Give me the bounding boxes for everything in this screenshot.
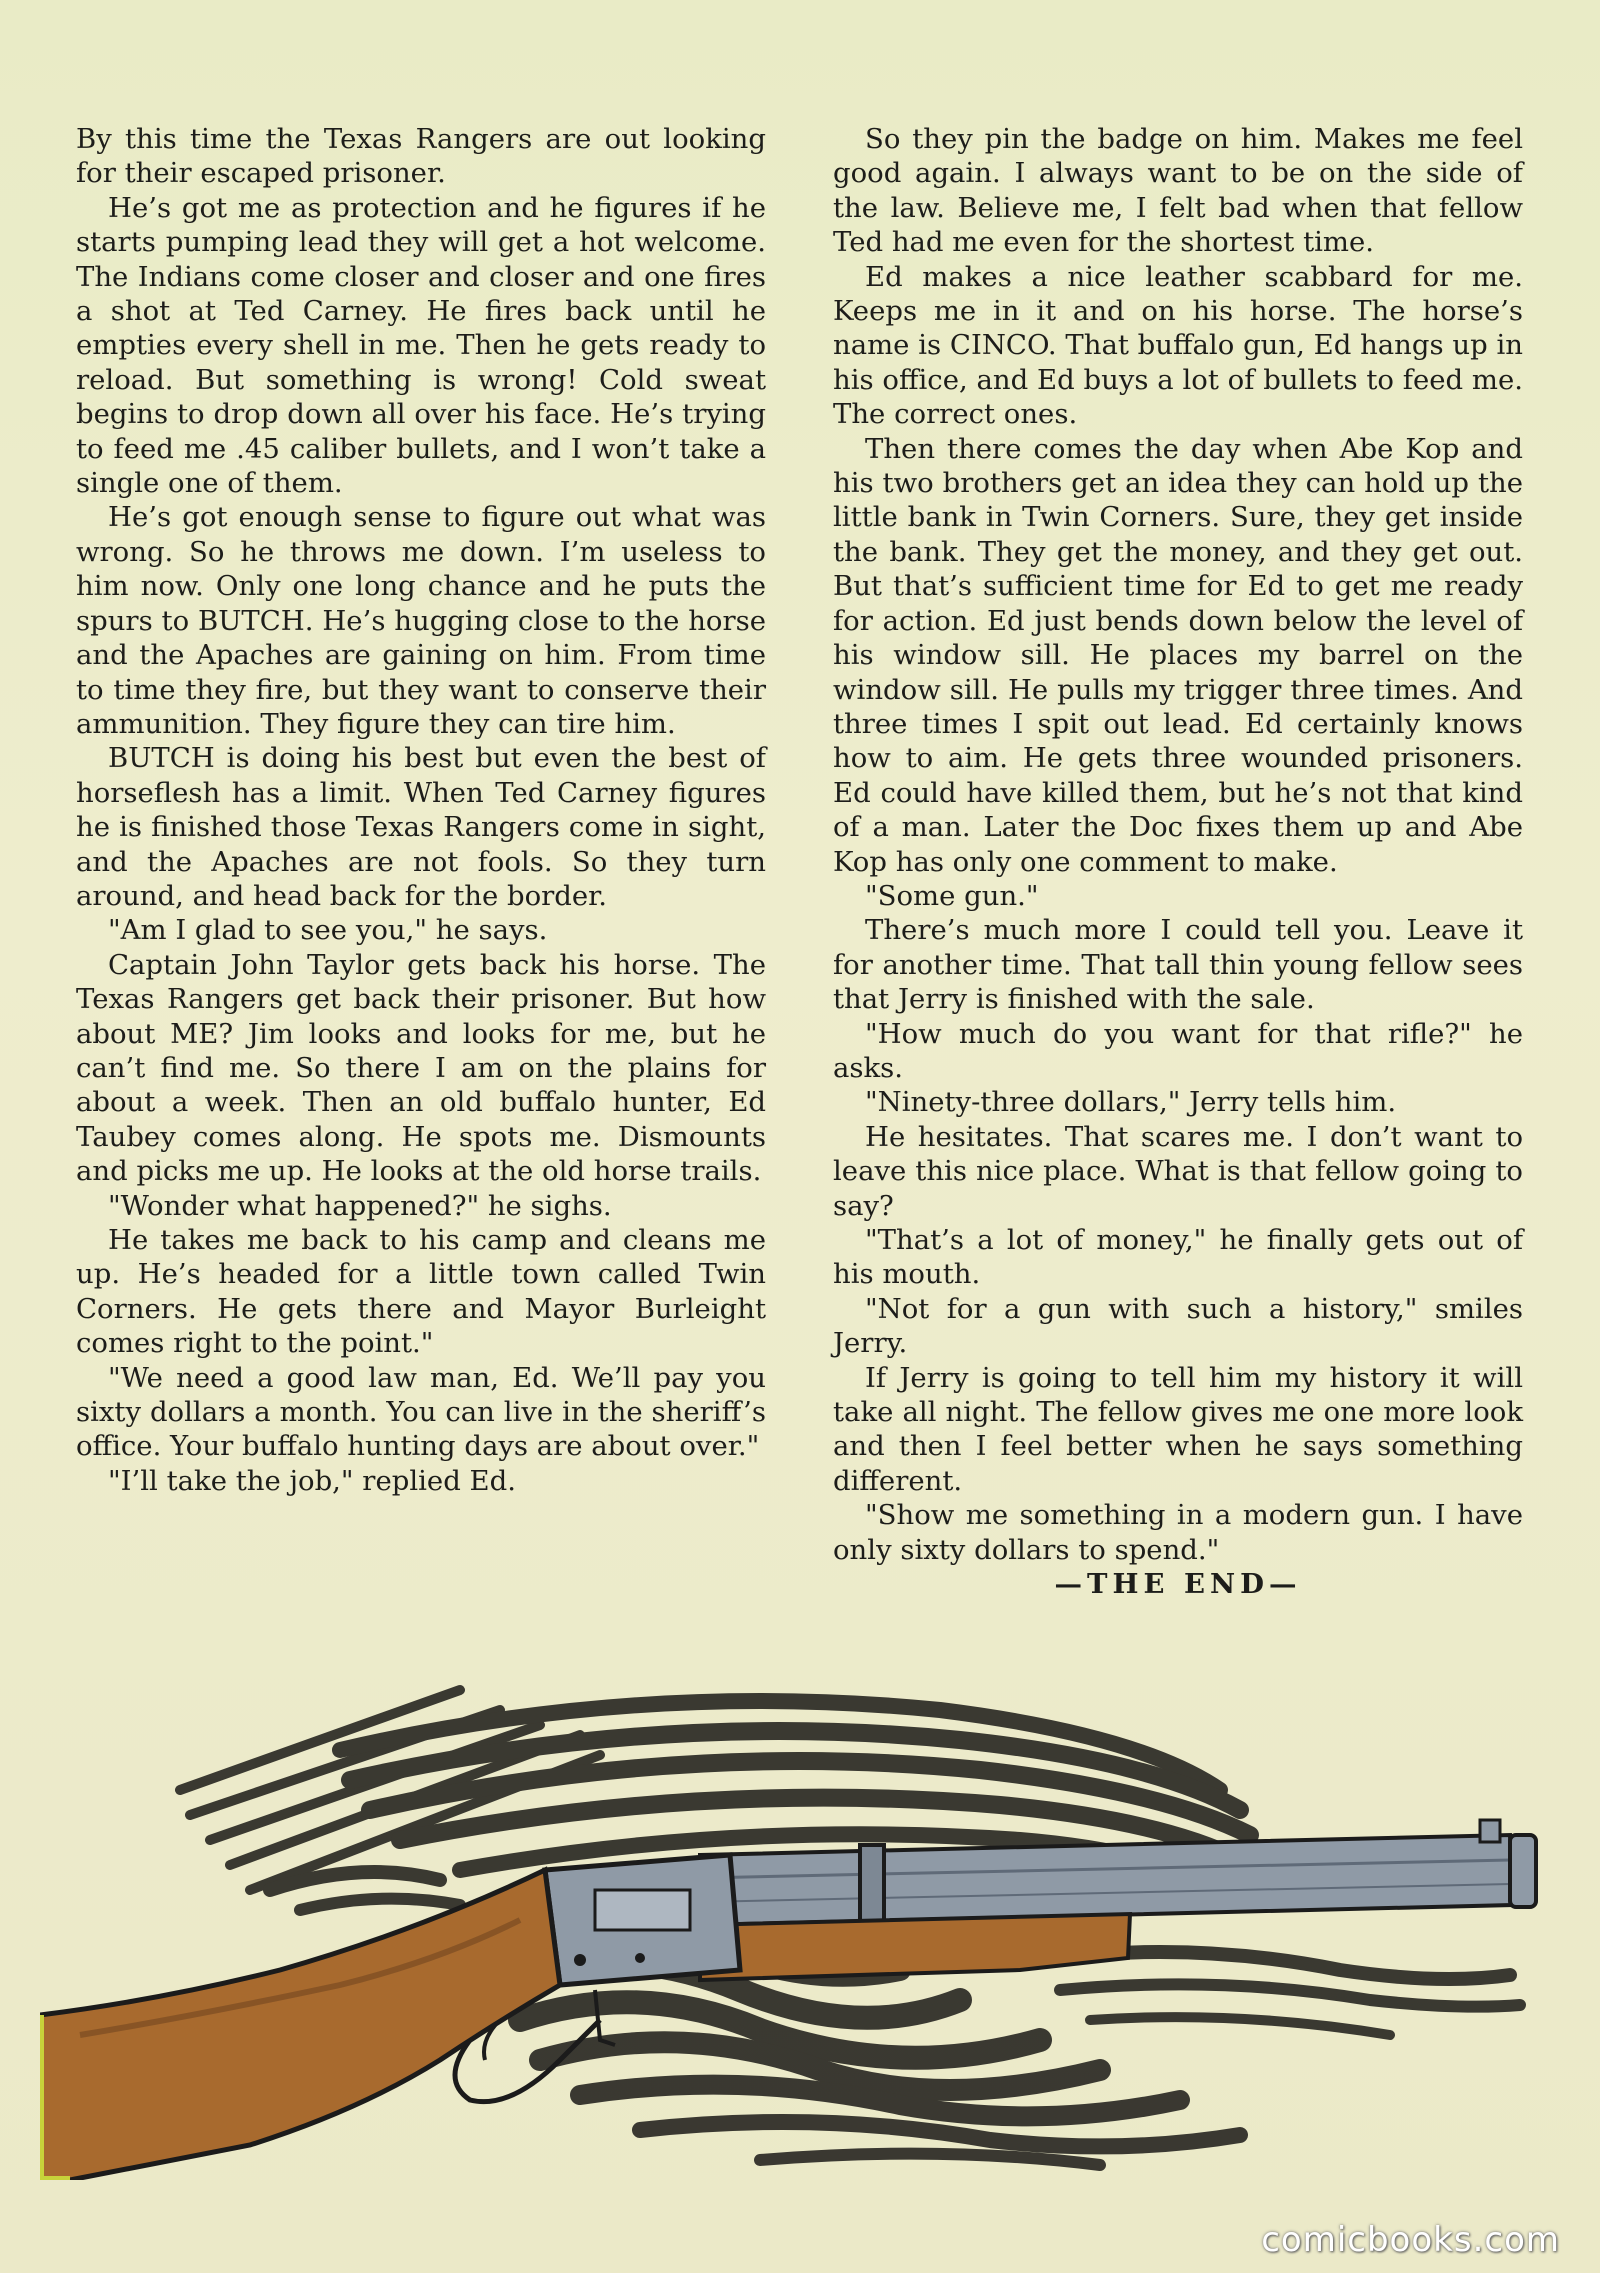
paragraph: "Show me something in a modern gun. I have only sixty dollars to spend.": [833, 1499, 1523, 1566]
paragraph: By this time the Texas Rangers are out looking for their escaped prisoner.: [76, 123, 766, 190]
paragraph: BUTCH is doing his best but even the best of horseflesh has a limit. When Ted Carney figures he is finished those Texas Rangers come in sight, and the Apaches are not fools. So they turn around, and head back for the border.: [76, 742, 766, 912]
paragraph: "Ninety-three dollars," Jerry tells him.: [865, 1086, 1397, 1119]
paragraph: He’s got enough sense to figure out what was wrong. So he throws me down. I’m useless to him now. Only one long chance and he puts the spurs to BUTCH. He’s hugging close to the horse and the Apaches are gaining on him. From time to time they fire, but they want to conserve their ammunition. They figure they can tire him.: [76, 501, 766, 740]
rifle-forestock: [700, 1914, 1130, 1980]
paragraph: "That’s a lot of money," he finally gets out of his mouth.: [833, 1224, 1523, 1291]
paragraph: "We need a good law man, Ed. We’ll pay you sixty dollars a month. You can live in the sheriff’s office. Your buffalo hunting days are about over.": [76, 1361, 766, 1463]
paragraph: He hesitates. That scares me. I don’t want to leave this nice place. What is that fellow going to say?: [833, 1120, 1523, 1222]
paragraph: Ed makes a nice leather scabbard for me. Keeps me in it and on his horse. The horse’s name is CINCO. That buffalo gun, Ed hangs up in his office, and Ed buys a lot of bullets to feed me. The correct ones.: [833, 260, 1523, 431]
paragraph: There’s much more I could tell you. Leave it for another time. That tall thin young fellow sees that Jerry is finished with the sale.: [833, 914, 1523, 1016]
paragraph: He takes me back to his camp and cleans me up. He’s headed for a little town called Twin Corners. He gets there and Mayor Burleight comes right to the point.": [76, 1224, 766, 1360]
watermark-text: comicbooks.com: [1261, 2220, 1560, 2260]
paragraph: He’s got me as protection and he figures if he starts pumping lead they will get a hot welcome. The Indians come closer and closer and one fires a shot at Ted Carney. He fires back until he empties every shell in me. Then he gets ready to reload. But something is wrong! Cold sweat begins to drop down all over his face. He’s trying to feed me .45 caliber bullets, and I won’t take a single one of them.: [76, 191, 766, 500]
rifle-receiver: [545, 1855, 740, 1985]
rifle-stock: [40, 1870, 560, 2180]
the-end-label: —THE END—: [1054, 1568, 1302, 1601]
paragraph: If Jerry is going to tell him my history it will take all night. The fellow gives me one more look and then I feel better when he says something different.: [833, 1361, 1523, 1497]
paragraph: "Some gun.": [865, 879, 1039, 912]
paragraph: Captain John Taylor gets back his horse. The Texas Rangers get back their prisoner. But how about ME? Jim looks and looks for me, but he can’t find me. So there I am on the plains for about a week. Then an old buffalo hunter, Ed Taubey comes along. He spots me. Dismounts and picks me up. He looks at the old horse trails.: [76, 948, 766, 1188]
text-column-left: [76, 122, 766, 1498]
rifle-illustration: [40, 1640, 1570, 2180]
text-column-right: [833, 122, 1523, 1601]
paragraph: "How much do you want for that rifle?" he asks.: [833, 1017, 1523, 1084]
paragraph: So they pin the badge on him. Makes me feel good again. I always want to be on the side of the law. Believe me, I felt bad when that fellow Ted had me even for the shortest time.: [833, 123, 1523, 259]
paragraph: Then there comes the day when Abe Kop and his two brothers get an idea they can hold up the little bank in Twin Corners. Sure, they get inside the bank. They get the money, and they get out. But that’s sufficient time for Ed to get me ready for action. Ed just bends down below the level of his window sill. He places my barrel on the window sill. He pulls my trigger three times. And three times I spit out lead. Ed certainly knows how to aim. He gets three wounded prisoners. Ed could have killed them, but he’s not that kind of a man. Later the Doc fixes them up and Abe Kop has only one comment to make.: [833, 432, 1523, 878]
paragraph: "Am I glad to see you," he says.: [108, 914, 548, 947]
paragraph: "Wonder what happened?" he sighs.: [108, 1189, 612, 1222]
paragraph: "I’ll take the job," replied Ed.: [108, 1464, 516, 1497]
paragraph: "Not for a gun with such a history," smiles Jerry.: [833, 1292, 1523, 1360]
